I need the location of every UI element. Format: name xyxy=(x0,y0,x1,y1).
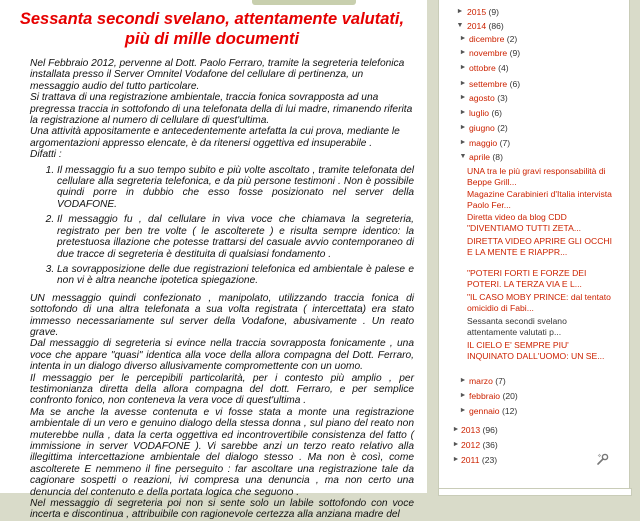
archive-month-ottobre xyxy=(439,61,629,75)
archive-year-link[interactable]: 2012 xyxy=(461,440,481,450)
expand-toggle-icon[interactable]: ► xyxy=(459,109,467,116)
archive-post-link[interactable]: "POTERI FORTI E FORZE DEI POTERI. LA TERZA VIA E L... xyxy=(467,268,587,289)
archive-post-link[interactable]: Magazine Carabinieri d'Italia intervista Paolo Fer... xyxy=(467,189,612,210)
post-count: (8) xyxy=(492,152,503,162)
header-tab xyxy=(252,0,356,5)
archive-post-link[interactable]: "IL CASO MOBY PRINCE: dal tentato omicidio di Fabi... xyxy=(467,292,611,313)
body-paragraph: Ma se anche la avesse contenuta e vi fosse stata a monte una registrazione ambientale di un vero e genuino dialogo della stessa donna , sul piano del reato non muterebbe nulla , data la certa oggettiva ed incontrovertibile consistenza del fatto ( immissione in server VODAFONE ). Vi sarebbe anzi un terzo reato relativo alla illegittima intercettazione ambientale del dialogo stesso . Ma non è così, come ascolterete E nemmeno il fine perseguito : far ascoltare una registrazione tale da cagionare sospetti o reazioni, ivi compresa una denuncia , ma non certo una denuncia del contenuto e della portata logica che seguono . xyxy=(30,406,414,498)
expand-toggle-icon[interactable]: ► xyxy=(459,124,467,131)
post-count: (86) xyxy=(488,21,504,31)
expand-toggle-icon[interactable]: ► xyxy=(452,441,460,448)
archive-year-2015 xyxy=(439,5,629,19)
wrench-icon[interactable] xyxy=(596,453,609,466)
intro-paragraph: Nel Febbraio 2012, pervenne al Dott. Paolo Ferraro, tramite la segreteria telefonica installata presso il Server Omnitel Vodafone del cellulare di pertinenza, un messaggio audio del tutto particolare. xyxy=(30,58,405,92)
post-count: (20) xyxy=(502,391,518,401)
archive-year-link[interactable]: 2011 xyxy=(461,455,480,465)
archive-post-link[interactable]: UNA tra le più gravi responsabilità di Beppe Grill... xyxy=(467,166,606,187)
archive-month-marzo xyxy=(439,374,629,388)
archive-month-link[interactable]: ottobre xyxy=(469,63,496,73)
expand-toggle-icon[interactable]: ► xyxy=(456,8,464,15)
expand-toggle-icon[interactable]: ► xyxy=(459,392,467,399)
archive-month-novembre xyxy=(439,46,629,60)
archive-month-giugno xyxy=(439,121,629,135)
expand-toggle-icon[interactable]: ► xyxy=(459,139,467,146)
collapse-toggle-icon[interactable]: ▼ xyxy=(456,22,464,29)
archive-month-link[interactable]: settembre xyxy=(469,79,508,89)
expand-toggle-icon[interactable]: ► xyxy=(452,426,460,433)
archive-year-link[interactable]: 2015 xyxy=(467,7,487,17)
blog-archive-sidebar xyxy=(438,0,630,493)
post-count: (4) xyxy=(498,63,509,73)
archive-month-link[interactable]: febbraio xyxy=(469,391,501,401)
expand-toggle-icon[interactable]: ► xyxy=(459,94,467,101)
archive-month-link[interactable]: giugno xyxy=(469,123,495,133)
post-count: (36) xyxy=(482,440,498,450)
archive-post-link[interactable]: DIRETTA VIDEO APRIRE GLI OCCHI E LA MENTE E RIAPPR... xyxy=(467,236,613,257)
body-paragraph: Nel messaggio di segreteria poi non si sente solo un labile sottofondo con voce incerta e discontinua , attribuibile con ragionevole certezza alla anziana madre del xyxy=(30,498,414,521)
expand-toggle-icon[interactable]: ► xyxy=(459,49,467,56)
archive-month-link[interactable]: maggio xyxy=(469,138,498,148)
list-item: 3. La sovrapposizione delle due registrazioni telefonica ed ambientale è palese e non vi è altra neanche ipotetica spiegazione. xyxy=(57,264,414,287)
post-count: (96) xyxy=(482,425,498,435)
post-count: (3) xyxy=(497,93,508,103)
post-count: (23) xyxy=(481,455,498,465)
archive-month-link[interactable]: luglio xyxy=(469,108,490,118)
archive-month-settembre xyxy=(439,77,629,91)
post-count: (9) xyxy=(488,7,500,17)
archive-year-2013 xyxy=(439,423,629,437)
list-item: 1. Il messaggio fu a suo tempo subito e più volte ascoltato , tramite telefonata del cellulare alla segreteria telefonica, e da più persone testimoni . Non è possibile quindi porre in dubbio che esso fosse posizionato nel server della VODAFONE. xyxy=(57,165,414,211)
archive-post-link[interactable]: IL CIELO E' SEMPRE PIU' INQUINATO DALL'UOMO: UN SE... xyxy=(467,340,605,361)
archive-month-dicembre xyxy=(439,32,629,46)
archive-month-agosto xyxy=(439,91,629,105)
archive-month-link[interactable]: agosto xyxy=(469,93,495,103)
archive-year-2014 xyxy=(439,19,629,33)
intro-paragraph: Si trattava di una registrazione ambientale, traccia fonica sovrapposta ad una pregressa traccia in sottofondo di una telefonata della di lui madre, rimanendo riferita la registrazione al numero di cellulare di quest'ultima. xyxy=(30,92,413,127)
body-paragraph: UN messaggio quindi confezionato , manipolato, utilizzando traccia fonica di sottofondo di una altra telefonata a sua volta registrata ( intercettata) era stato immesso necessariamente sul server della Vodafone, abusivamente . Un reato grave. xyxy=(30,292,414,338)
expand-toggle-icon[interactable]: ► xyxy=(459,64,467,71)
post-count: (6) xyxy=(491,108,502,118)
archive-month-aprile xyxy=(439,150,629,164)
next-widget-box xyxy=(438,488,632,496)
intro-paragraph: Difatti : xyxy=(30,149,62,161)
archive-post-link[interactable]: Diretta video da blog CDD "DIVENTIAMO TUTTI ZETA... xyxy=(467,212,581,233)
archive-year-link[interactable]: 2014 xyxy=(467,21,487,31)
post-count: (2) xyxy=(506,34,518,44)
archive-month-luglio xyxy=(439,106,629,120)
archive-month-link[interactable]: marzo xyxy=(469,376,493,386)
body-paragraph: Dal messaggio di segreteria si evince nella traccia sovrapposta fonicamente , una voce che appare "quasi" identica alla voce della allora compagna del Dott. Ferraro, intenta in un dialogo diverso allusivamente compromettente con un uomo. xyxy=(30,338,414,373)
archive-month-link[interactable]: aprile xyxy=(469,152,491,162)
expand-toggle-icon[interactable]: ► xyxy=(452,456,460,463)
archive-month-febbraio xyxy=(439,389,629,403)
expand-toggle-icon[interactable]: ► xyxy=(459,80,467,87)
archive-year-link[interactable]: 2013 xyxy=(461,425,481,435)
intro-paragraph: Una attività appositamente e antecedentemente artefatta la cui prova, mediante le argomentazioni appresso elencate, è da ritenersi oggettiva ed insuperabile . xyxy=(30,126,400,149)
post-count: (7) xyxy=(495,376,506,386)
archive-month-link[interactable]: gennaio xyxy=(469,406,500,416)
archive-month-link[interactable]: novembre xyxy=(469,48,508,58)
expand-toggle-icon[interactable]: ► xyxy=(459,377,467,384)
post-count: (7) xyxy=(499,138,511,148)
evidence-list xyxy=(30,165,414,287)
post-count: (2) xyxy=(497,123,508,133)
expand-toggle-icon[interactable]: ► xyxy=(459,407,467,414)
archive-year-2012 xyxy=(439,438,629,452)
archive-month-link[interactable]: dicembre xyxy=(469,34,505,44)
archive-month-maggio xyxy=(439,136,629,150)
list-item: 2. Il messaggio fu , dal cellulare in viva voce che chiamava la segreteria, registrato per ben tre volte ( le ascolterete ) e risulta sempre identico: la pretestuosa illazione che potesse trattarsi del casuale avvio contemporaneo di due tracce di segreteria è destituita di qualsiasi fondamento . xyxy=(57,214,414,260)
post-count: (6) xyxy=(509,79,521,89)
post-count: (12) xyxy=(501,406,518,416)
collapse-toggle-icon[interactable]: ▼ xyxy=(459,153,467,160)
archive-month-gennaio xyxy=(439,404,629,418)
expand-toggle-icon[interactable]: ► xyxy=(459,35,467,42)
post-title: Sessanta secondi svelano, attentamente valutati, più di mille documenti xyxy=(19,10,405,48)
body-paragraph: Il messaggio per le percepibili particolarità, per i contesto più amplio , per testimonianza diretta della allora compagna del dott. Ferraro, e per semplice confronto fonico, non conteneva la vera voce di quest'ultima . xyxy=(30,372,414,407)
archive-post-current: Sessanta secondi svelano attentamente valutati p... xyxy=(467,316,567,337)
post-count: (9) xyxy=(509,48,521,58)
post-body xyxy=(30,58,414,521)
